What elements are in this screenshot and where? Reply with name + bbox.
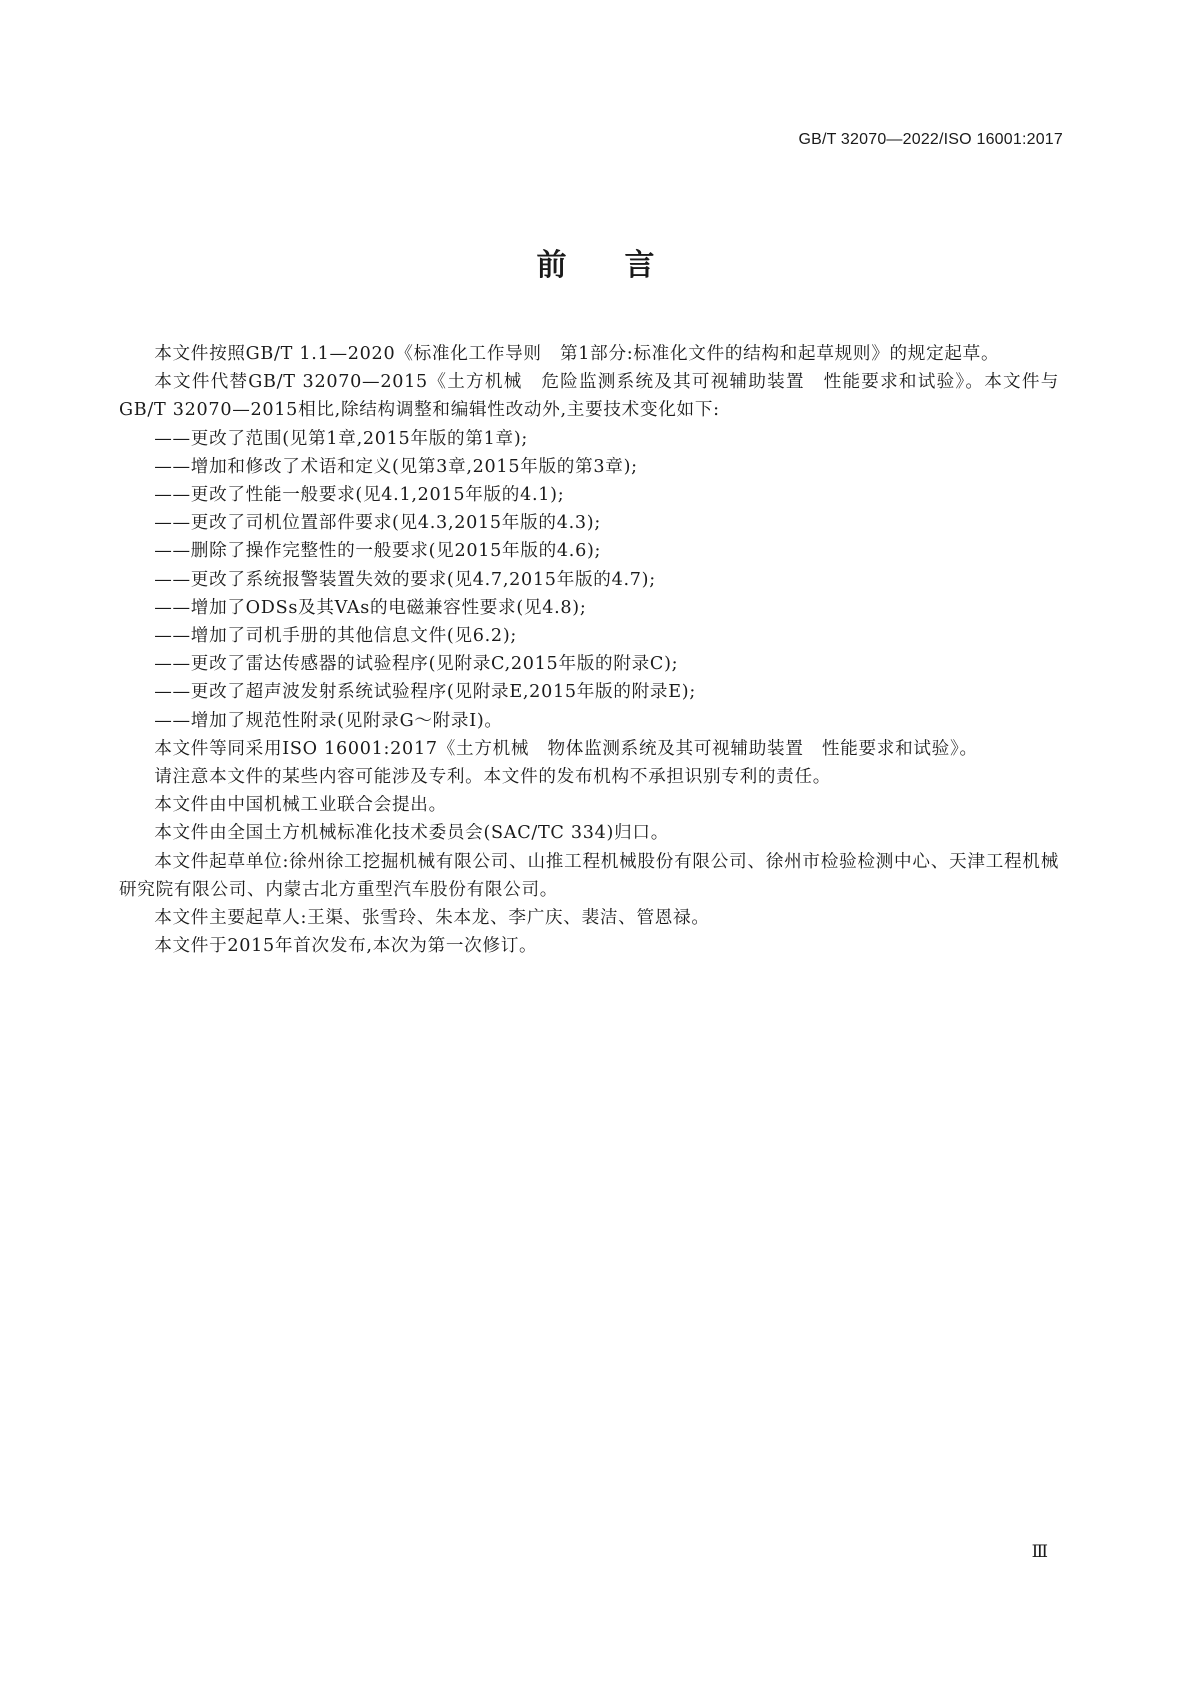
- list-item: ——更改了性能一般要求(见4.1,2015年版的4.1);: [154, 485, 565, 506]
- list-item: ——删除了操作完整性的一般要求(见2015年版的4.6);: [154, 541, 602, 562]
- standard-code-header: GB/T 32070—2022/ISO 16001:2017: [798, 131, 1063, 148]
- list-item: ——增加了规范性附录(见附录G～附录I)。: [154, 710, 503, 731]
- list-item: ——更改了系统报警装置失效的要求(见4.7,2015年版的4.7);: [154, 569, 656, 590]
- list-item: ——增加了司机手册的其他信息文件(见6.2);: [154, 626, 518, 647]
- paragraph-history: 本文件于2015年首次发布,本次为第一次修订。: [154, 936, 538, 957]
- list-item: ——更改了司机位置部件要求(见4.3,2015年版的4.3);: [154, 513, 601, 534]
- list-item: ——增加了ODSs及其VAs的电磁兼容性要求(见4.8);: [154, 597, 587, 618]
- paragraph-patent-notice: 请注意本文件的某些内容可能涉及专利。本文件的发布机构不承担识别专利的责任。: [154, 767, 832, 788]
- paragraph-drafters: 本文件主要起草人:王渠、张雪玲、朱本龙、李广庆、裴洁、管恩禄。: [154, 908, 710, 929]
- paragraph-drafting-units: 本文件起草单位:徐州徐工挖掘机械有限公司、山推工程机械股份有限公司、徐州市检验检测中心、天津工程机械研究院有限公司、内蒙古北方重型汽车股份有限公司。: [119, 851, 1059, 900]
- page-number: Ⅲ: [1031, 1542, 1048, 1562]
- paragraph-committee: 本文件由全国土方机械标准化技术委员会(SAC/TC 334)归口。: [154, 823, 670, 844]
- paragraph-proposer: 本文件由中国机械工业联合会提出。: [154, 795, 447, 816]
- page-title: 前言: [536, 248, 713, 283]
- list-item: ——更改了范围(见第1章,2015年版的第1章);: [154, 428, 529, 449]
- paragraph-replacement: 本文件代替GB/T 32070—2015《土方机械 危险监测系统及其可视辅助装置 性能要求和试验》。本文件与GB/T 32070—2015相比,除结构调整和编辑性改动外,主要技术变化如下:: [119, 372, 1059, 421]
- list-item: ——更改了雷达传感器的试验程序(见附录C,2015年版的附录C);: [154, 654, 679, 675]
- foreword-body: [119, 340, 1059, 960]
- list-item: ——更改了超声波发射系统试验程序(见附录E,2015年版的附录E);: [154, 682, 696, 703]
- paragraph-drafting-basis: 本文件按照GB/T 1.1—2020《标准化工作导则 第1部分:标准化文件的结构和起草规则》的规定起草。: [154, 344, 1000, 364]
- paragraph-adoption: 本文件等同采用ISO 16001:2017《土方机械 物体监测系统及其可视辅助装置 性能要求和试验》。: [154, 738, 978, 759]
- list-item: ——增加和修改了术语和定义(见第3章,2015年版的第3章);: [154, 456, 638, 477]
